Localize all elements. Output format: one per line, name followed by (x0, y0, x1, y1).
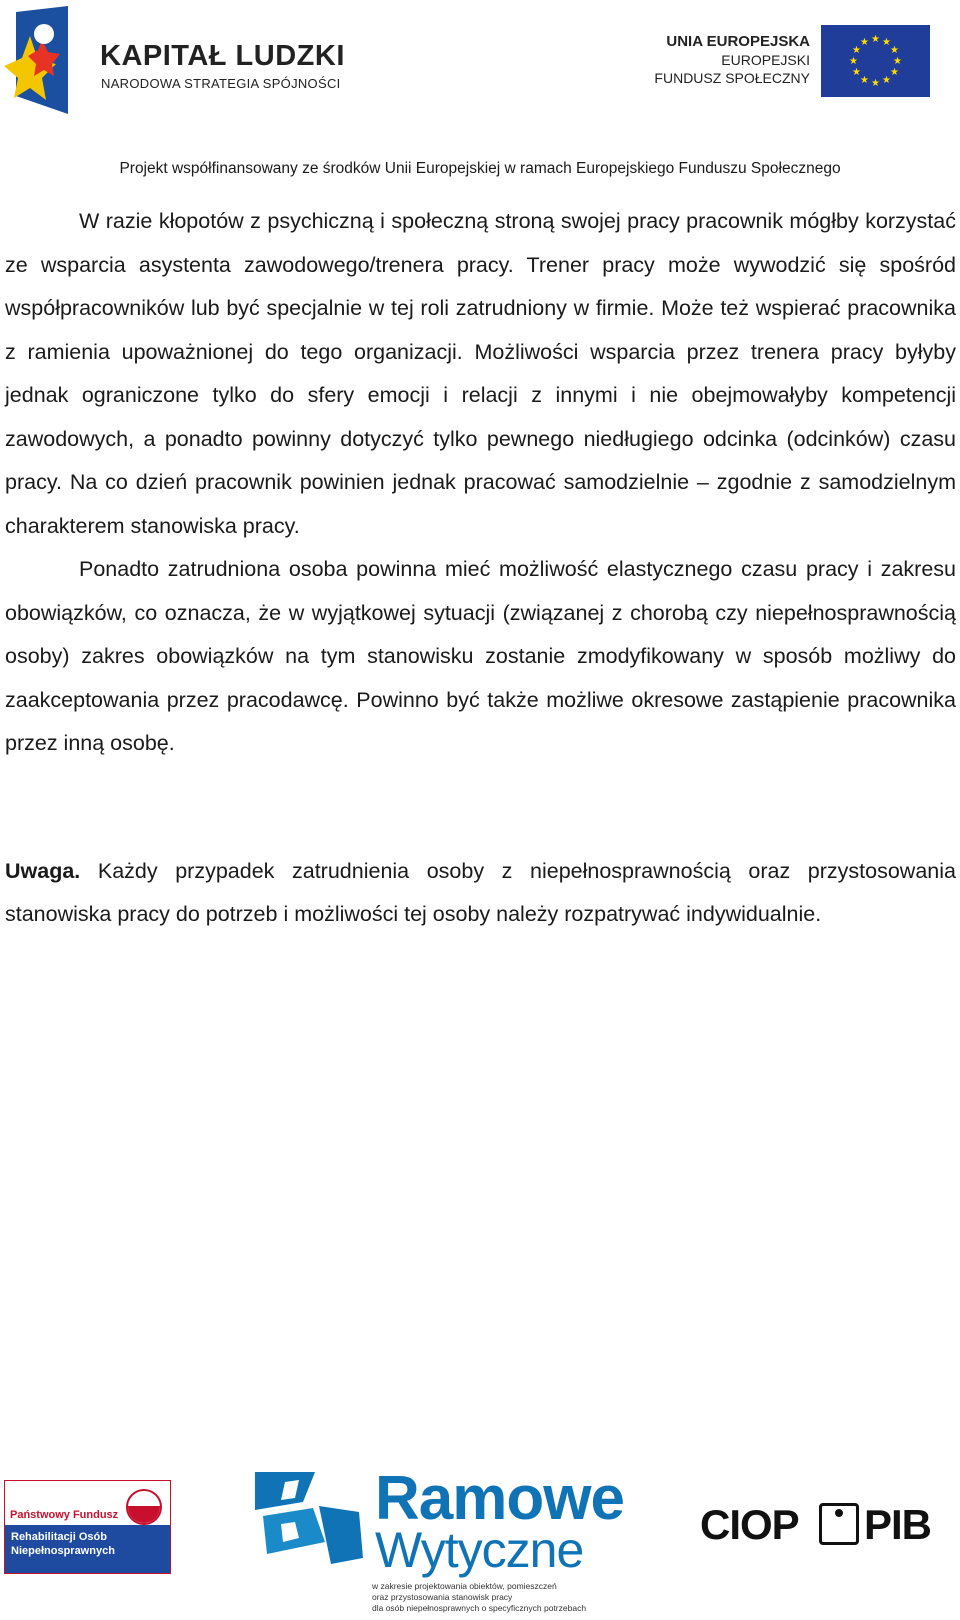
kapital-ludzki-subtitle: NARODOWA STRATEGIA SPÓJNOŚCI (101, 76, 341, 91)
eu-text (654, 33, 810, 87)
kapital-ludzki-title: KAPITAŁ LUDZKI (100, 40, 345, 72)
pfron-emblem-icon (126, 1489, 162, 1525)
paragraph-2: Ponadto zatrudniona osoba powinna mieć możliwość elastycznego czasu pracy i zakresu obowiązków, co oznacza, że w wyjątkowej sytuacji (związanej z chorobą czy niepełnosprawnością osoby) zakres obowiązków na tym stanowisku zostanie zmodyfikowany w sposób możliwy do zaakceptowania przez pracodawcę. Powinno być także możliwe okresowe zastąpienie pracownika przez inną osobę. (5, 557, 956, 755)
svg-text:★: ★ (860, 37, 869, 48)
note-text: Każdy przypadek zatrudnienia osoby z niepełnosprawnością oraz przystosowania stanowiska pracy do potrzeb i możliwości tej osoby należy rozpatrywać indywidualnie. (5, 858, 956, 926)
eu-line-3: FUNDUSZ SPOŁECZNY (654, 70, 810, 86)
svg-text:★: ★ (890, 45, 899, 56)
pfron-logo (4, 1480, 171, 1574)
svg-text:★: ★ (890, 67, 899, 78)
page-header (0, 0, 960, 185)
paragraph-1: W razie kłopotów z psychiczną i społeczną stroną swojej pracy pracownik mógłby korzystać ze wsparcia asystenta zawodowego/trenera pracy. Trener pracy może wywodzić się spośród współpracowników lub być specjalnie w tej roli zatrudniony w firmie. Może też wspierać pracownika z ramienia upoważnionej do tego organizacji. Możliwości wsparcia przez trenera pracy byłyby jednak ograniczone tylko do sfery emocji i relacji z innymi i nie obejmowałyby kompetencji zawodowych, a ponadto powinny dotyczyć tylko pewnego niedługiego odcinka (odcinków) czasu pracy. Na co dzień pracownik powinien jednak pracować samodzielnie – zgodnie z samodzielnym charakterem stanowiska pracy. (5, 209, 956, 538)
ramowe-caption-1: w zakresie projektowania obiektów, pomieszczeń (372, 1581, 557, 1591)
note-paragraph (5, 850, 956, 937)
ciop-person-icon (819, 1503, 859, 1545)
pfron-line-1: Państwowy Fundusz (10, 1509, 119, 1521)
ciop-text: CIOP (700, 1501, 799, 1548)
pib-text: PIB (864, 1501, 932, 1548)
kapital-ludzki-logo (4, 4, 74, 116)
eu-flag-icon (821, 25, 930, 97)
svg-text:★: ★ (882, 75, 891, 86)
ramowe-wytyczne-icon (255, 1472, 365, 1572)
svg-text:★: ★ (852, 67, 861, 78)
ramowe-caption-3: dla osób niepełnosprawnych o specyficznych potrzebach (372, 1603, 587, 1613)
ramowe-caption (372, 1581, 586, 1614)
svg-text:★: ★ (852, 45, 861, 56)
spacer (5, 766, 956, 850)
eu-line-1: UNIA EUROPEJSKA (666, 33, 810, 50)
svg-text:★: ★ (882, 37, 891, 48)
svg-text:★: ★ (871, 78, 880, 89)
svg-text:★: ★ (860, 75, 869, 86)
eu-line-2: EUROPEJSKI (721, 52, 810, 68)
ramowe-caption-2: oraz przystosowania stanowisk pracy (372, 1592, 513, 1602)
note-label: Uwaga. (5, 858, 81, 883)
pfron-line-3: Niepełnosprawnych (11, 1545, 115, 1557)
document-body (5, 200, 956, 937)
svg-text:★: ★ (871, 34, 880, 45)
svg-text:★: ★ (893, 56, 902, 67)
wytyczne-title: Wytyczne (375, 1522, 584, 1578)
svg-text:★: ★ (849, 56, 858, 67)
pfron-lines-2-3 (11, 1530, 115, 1558)
pfron-line-2: Rehabilitacji Osób (11, 1531, 107, 1543)
ramowe-title: Ramowe (375, 1464, 624, 1533)
ciop-pib-logo (700, 1500, 958, 1550)
page-footer (0, 1460, 960, 1620)
project-cofinancing-line: Projekt współfinansowany ze środków Unii Europejskiej w ramach Europejskiego Funduszu Społecznego (119, 160, 841, 177)
